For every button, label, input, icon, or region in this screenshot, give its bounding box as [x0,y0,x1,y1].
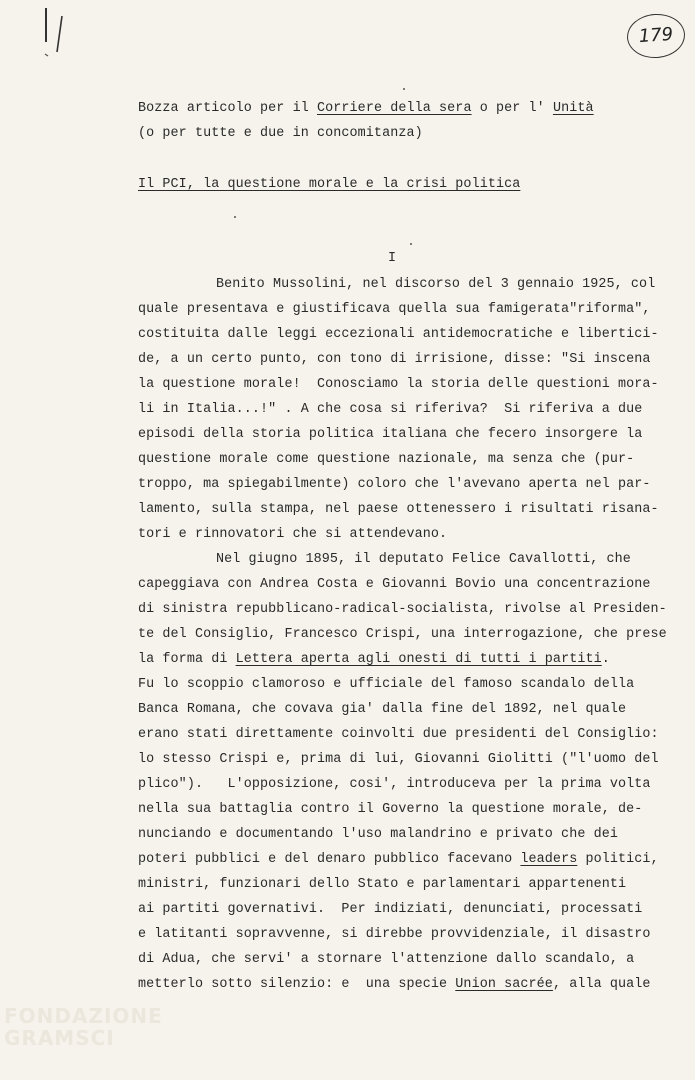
header-line-1 [138,102,594,115]
paper-speck [234,216,236,218]
paragraph-2-line: nella sua battaglia contro il Governo la questione morale, de- [138,802,643,817]
paragraph-1-line: troppo, ma spiegabilmente) coloro che l'avevano aperta nel par- [138,477,651,492]
paragraph-2-line [138,653,610,666]
watermark-line-2: GRAMSCI [4,1026,115,1050]
paragraph-1-line: costituita dalle leggi eccezionali antidemocratiche e libertici- [138,327,659,342]
foundation-watermark [4,1005,163,1049]
section-number: I [388,251,397,266]
header-middle: o per l' [471,101,553,116]
paragraph-1-line: Benito Mussolini, nel discorso del 3 gennaio 1925, col [216,277,656,292]
paragraph-2-line: erano stati direttamente coinvolti due presidenti del Consiglio: [138,727,659,742]
paragraph-1-line: questione morale come questione nazionale, ma senza che (pur- [138,452,635,467]
paragraph-2-line: lo stesso Crispi e, prima di lui, Giovanni Giolitti ("l'uomo del [138,752,659,767]
paragraph-1-line: quale presentava e giustificava quella sua famigerata"riforma", [138,302,651,317]
watermark-line-1: FONDAZIONE [4,1004,163,1028]
l13-prefix: poteri pubblici e del denaro pubblico facevano [138,852,521,867]
l5-suffix: . [601,652,610,667]
header-prefix: Bozza articolo per il [138,101,317,116]
l5-prefix: la forma di [138,652,236,667]
paragraph-2-line: e latitanti sopravvenne, si direbbe provvidenziale, il disastro [138,927,651,942]
paragraph-2-line: capeggiava con Andrea Costa e Giovanni Bovio una concentrazione [138,577,651,592]
paragraph-1-line: lamento, sulla stampa, nel paese ottenessero i risultati risana- [138,502,659,517]
paragraph-2-line: nunciando e documentando l'uso malandrino e privato che dei [138,827,619,842]
header-line-2: (o per tutte e due in concomitanza) [138,126,423,141]
paragraph-2-line: Fu lo scoppio clamoroso e ufficiale del famoso scandalo della [138,677,635,692]
paragraph-2-line: plico"). L'opposizione, cosi', introduceva per la prima volta [138,777,651,792]
paper-speck [410,243,412,245]
lettera-aperta-title: Lettera aperta agli onesti di tutti i partiti [235,652,602,667]
paragraph-2-line: te del Consiglio, Francesco Crispi, una interrogazione, che prese [138,627,667,642]
paragraph-2-line [138,978,651,991]
paragraph-2-line: di sinistra repubblicano-radical-socialista, rivolse al Presiden- [138,602,667,617]
paragraph-2-line: ai partiti governativi. Per indiziati, denunciati, processati [138,902,643,917]
paragraph-1-line: li in Italia...!" . A che cosa si riferiva? Si riferiva a due [138,402,643,417]
page-number-stamp: 179 [626,12,687,60]
paragraph-2-line: Banca Romana, che covava gia' dalla fine del 1892, nel quale [138,702,627,717]
l18-suffix: , alla quale [552,977,651,992]
paragraph-2-line: Nel giugno 1895, il deputato Felice Cavallotti, che [216,552,631,567]
l13-suffix: politici, [577,852,659,867]
pencil-mark [40,6,70,58]
paragraph-2-line: ministri, funzionari dello Stato e parlamentari appartenenti [138,877,627,892]
union-sacree-phrase: Union sacrée [455,977,553,992]
paragraph-1-line: de, a un certo punto, con tono di irrisione, disse: "Si inscena [138,352,651,367]
paper-speck [403,88,405,90]
newspaper-corriere: Corriere della sera [317,101,472,116]
paragraph-1-line: la questione morale! Conosciamo la storia delle questioni mora- [138,377,659,392]
l18-prefix: metterlo sotto silenzio: e una specie [138,977,456,992]
article-title: Il PCI, la questione morale e la crisi politica [138,177,521,192]
paragraph-2-line: di Adua, che servi' a stornare l'attenzione dallo scandalo, a [138,952,635,967]
paragraph-1-line: episodi della storia politica italiana che fecero insorgere la [138,427,643,442]
newspaper-unita: Unità [552,101,594,116]
leaders-word: leaders [520,852,578,867]
paragraph-1-line: tori e rinnovatori che si attendevano. [138,527,448,542]
paragraph-2-line [138,853,659,866]
